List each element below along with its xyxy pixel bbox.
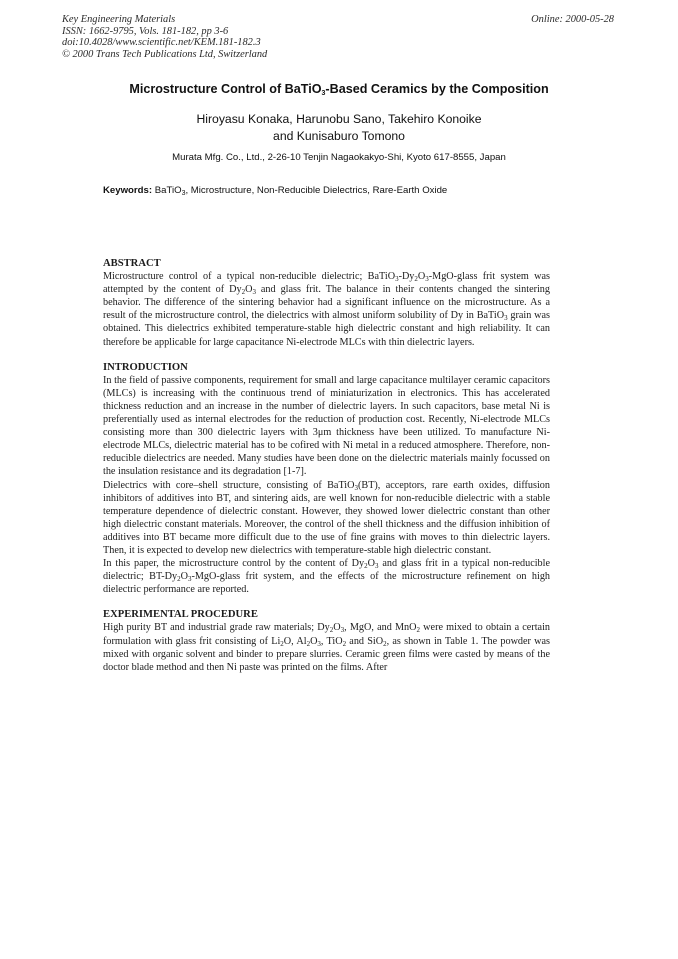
introduction-paragraph-1: In the field of passive components, requirement for small and large capacitance multilayer ceramic capacitors (MLCs) is increasing with the continuous trend of miniaturization in electronics. This has accelerated thickness reduction and an increase in the number of dielectric layers. In such capacitors, base metal Ni is preferentially used as internal electrodes for the reduction of production cost. Recently, Ni-electrode MLCs consisting more than 300 dielectric layers with 3μm thickness have been utilized. To manufacture Ni-electrode MLCs, dielectric material has to be cofired with Ni metal in a reduced atmosphere. Therefore, non-reducible dielectrics are needed. Many studies have been done on the dielectric materials mainly focussed on the insulation resistance and its degradation [1-7].	[103, 374, 550, 478]
issn-line: ISSN: 1662-9795, Vols. 181-182, pp 3-6	[62, 25, 229, 37]
online-date: Online: 2000-05-28	[531, 14, 614, 25]
introduction-paragraph-2: Dielectrics with core–shell structure, consisting of BaTiO$_3$(BT), acceptors, rare earth oxides, diffusion inhibitors of additives into BT, and sintering aids, are well known for non-reducible dielectric with a stable temperature dependence of dielectric constant. However, they showed lower dielectric constant than other high dielectric constant materials. Moreover, the control of the shell thickness and the diffusion inhibition of additives into BT became more difficult due to the use of fine grains with moves to thin dielectric layers. Then, it is expected to develop new dielectrics with temperature-stable high dielectric constant.	[103, 479, 550, 556]
keywords-label: Keywords:	[103, 185, 153, 196]
affiliation: Murata Mfg. Co., Ltd., 2-26-10 Tenjin Nagaokakyo-Shi, Kyoto 617-8555, Japan	[172, 152, 506, 163]
doi-line[interactable]: doi:10.4028/www.scientific.net/KEM.181-182.3	[62, 37, 261, 49]
introduction-paragraph-3: In this paper, the microstructure control by the content of $Dy_2O_3$ and glass frit in a typical non-reducible dielectric; $BT-Dy_2O_3-MgO$-glass frit system, and the effects of the microstructure refinement on high dielectric performance are reported.	[103, 558, 551, 596]
authors-line-1: Hiroyasu Konaka, Harunobu Sano, Takehiro Konoike	[196, 112, 482, 126]
abstract-text: Microstructure control of a typical non-reducible dielectric; $BaTiO_3-Dy_2O_3-MgO$-glass frit system was attempted by the content of $Dy_2O_3$ and glass frit. The balance in their contents changed the sintering behavior. The difference of the sintering behavior had a significant influence on the microstructure. As a result of the microstructure control, the dielectrics with almost uniform solubility of Dy in BaTiO$_3$ grain was obtained. This dielectrics exhibited temperature-stable high dielectric constant and high reliability. It can therefore be applicable for large capacitance Ni-electrode MLCs with thin dielectric layers.	[103, 271, 551, 348]
paper-body	[103, 257, 550, 674]
authors	[0, 111, 678, 144]
journal-header	[62, 14, 267, 60]
experimental-heading: EXPERIMENTAL PROCEDURE	[103, 609, 258, 621]
authors-line-2: and Kunisaburo Tomono	[273, 128, 405, 143]
introduction-heading: INTRODUCTION	[103, 361, 188, 373]
journal-name: Key Engineering Materials	[62, 14, 176, 25]
copyright-line: © 2000 Trans Tech Publications Ltd, Switzerland	[62, 48, 268, 60]
keywords: Keywords: BaTiO$_3$, Microstructure, Non-Reducible Dielectrics, Rare-Earth Oxide	[103, 185, 448, 197]
experimental-paragraph: High purity BT and industrial grade raw materials; $Dy_2O_3$, MgO, and MnO$_2$ were mixed to obtain a certain formulation with glass frit consisting of $Li_2O$, $Al_2O_3$, TiO$_2$ and SiO$_2$, as shown in Table 1. The powder was mixed with organic solvent and binder to prepare slurries. Ceramic green films were casted by means of the doctor blade method and then Ni paste was printed on the films. After	[103, 622, 551, 673]
paper-title: Microstructure Control of BaTiO$_3$-Based Ceramics by the Composition	[129, 82, 549, 97]
abstract-heading: ABSTRACT	[103, 258, 161, 269]
